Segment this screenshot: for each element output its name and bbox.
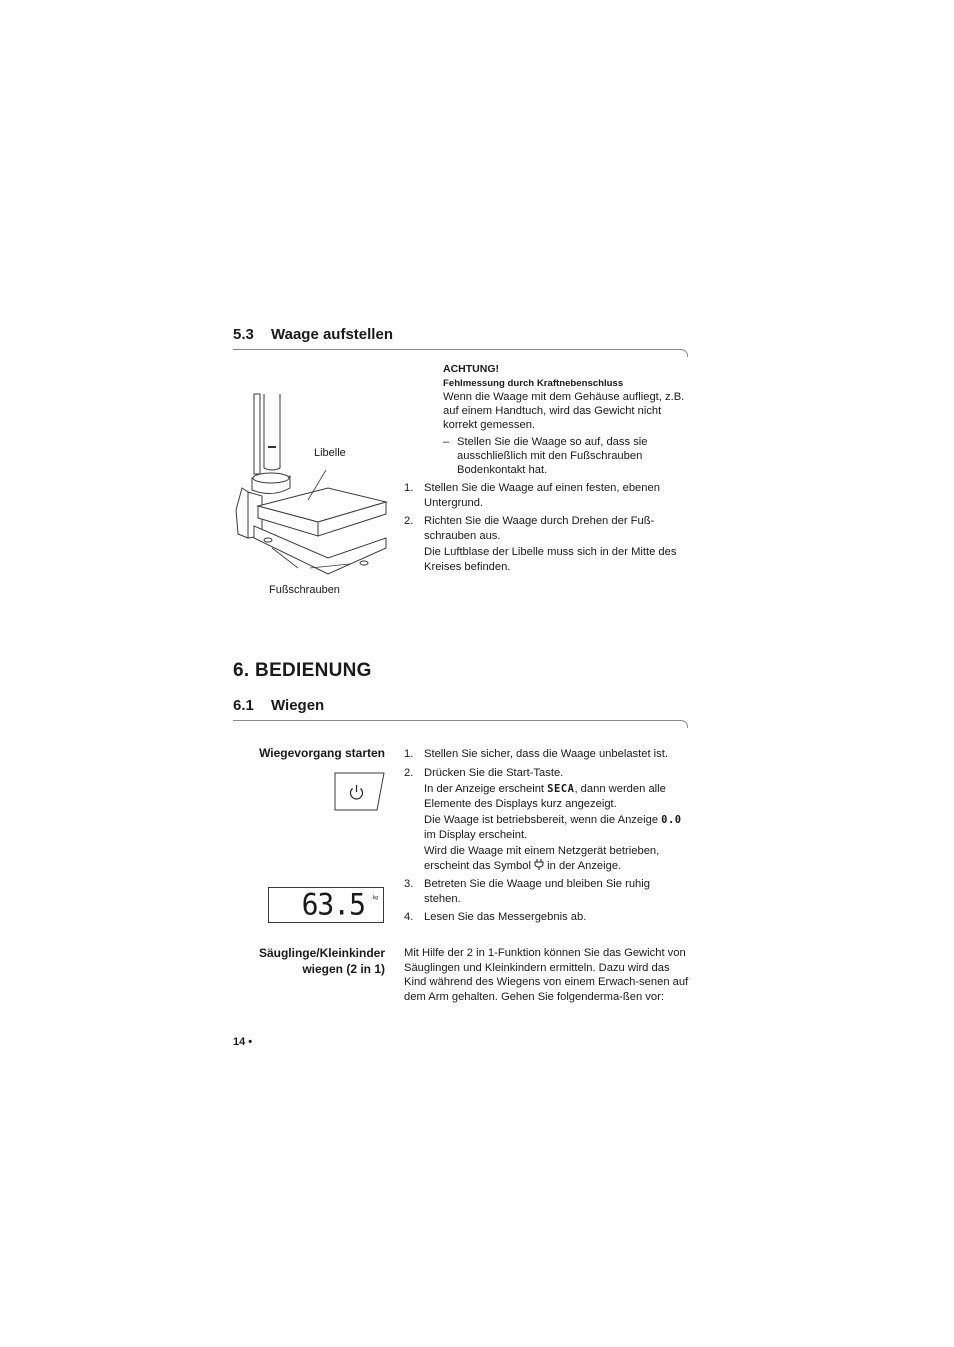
section-number: 6.1 <box>233 697 254 714</box>
list-item <box>404 766 689 874</box>
step-number: 2. <box>404 766 414 779</box>
section-rule <box>233 349 681 350</box>
section-heading-6-1 <box>233 697 324 714</box>
step-number: 1. <box>404 748 414 760</box>
margin-heading-line: Säuglinge/Kleinkinder <box>258 946 385 960</box>
warning-subheading: Fehlmessung durch Kraftnebenschluss <box>443 378 624 389</box>
step-text: Lesen Sie das Messergebnis ab. <box>424 911 587 923</box>
scale-illustration <box>228 388 394 588</box>
page-number: 14 • <box>233 1036 253 1048</box>
detail-text: Die Waage ist betriebsbereit, wenn die Anzeige <box>424 814 662 826</box>
step-detail <box>424 844 689 873</box>
detail-text: im Display erscheint. <box>424 828 528 841</box>
display-seca-glyph: SECA <box>547 783 575 795</box>
step-number: 3. <box>404 878 414 890</box>
weighing-steps <box>404 747 689 929</box>
margin-heading-wiegevorgang: Wiegevorgang starten <box>259 746 385 760</box>
start-key-illustration <box>333 772 387 812</box>
display-value: 63.5 <box>301 887 365 922</box>
section-title: Wiegen <box>271 697 325 714</box>
step-number: 1. <box>404 482 414 494</box>
step-extra: Die Luftblase der Libelle muss sich in der Mitte des Kreises befinden. <box>424 546 677 573</box>
detail-text: Wird die Waage mit einem Netzgerät betrieben, erscheint das Symbol <box>424 845 660 872</box>
step-detail <box>424 813 689 842</box>
warning-bullet <box>443 435 689 477</box>
display-unit: kg <box>372 895 378 901</box>
detail-text: in der Anzeige. <box>544 859 622 872</box>
plug-icon <box>534 859 544 870</box>
section-title: Waage aufstellen <box>271 326 393 343</box>
display-illustration <box>268 887 384 923</box>
section-heading-5-3 <box>233 326 393 343</box>
step-text: Betreten Sie die Waage und bleiben Sie ruhig stehen. <box>424 878 650 905</box>
warning-heading: ACHTUNG! <box>443 363 499 375</box>
step-number: 4. <box>404 911 414 923</box>
setup-steps <box>404 481 689 578</box>
detail-text: In der Anzeige erscheint <box>424 783 548 795</box>
display-zero-glyph: 0.0 <box>661 814 682 826</box>
section-rule <box>233 720 681 721</box>
margin-heading-saeuglinge <box>200 945 385 977</box>
figure-label-libelle: Libelle <box>314 447 346 459</box>
figure-label-fussschrauben: Fußschrauben <box>269 584 340 596</box>
section-number: 5.3 <box>233 326 254 343</box>
list-item <box>404 481 689 510</box>
warning-bullet-text: Stellen Sie die Waage so auf, dass sie ausschließlich mit den Fußschrauben Bodenkontakt hat. <box>457 436 648 476</box>
step-text: Drücken Sie die Start-Taste. <box>424 766 564 779</box>
margin-heading-line: wiegen (2 in 1) <box>302 962 385 976</box>
chapter-number: 6. <box>233 660 250 681</box>
detail-text: , dann werden alle Elemente des Displays kurz angezeigt. <box>424 783 666 810</box>
two-in-one-paragraph: Mit Hilfe der 2 in 1-Funktion können Sie das Gewicht von Säuglingen und Kleinkindern ermitteln. Dazu wird das Kind während des Wiegens von einem Erwach-senen auf dem Arm gehalten. Gehen Sie folgenderma-ßen vor: <box>404 947 689 1003</box>
warning-block <box>443 363 689 477</box>
dash-marker: – <box>443 436 450 448</box>
chapter-heading <box>233 660 372 682</box>
list-item <box>404 747 689 762</box>
list-item <box>404 514 689 574</box>
step-text: Richten Sie die Waage durch Drehen der Fuß-schrauben aus. <box>424 515 655 542</box>
step-detail <box>424 782 689 811</box>
step-text: Stellen Sie sicher, dass die Waage unbelastet ist. <box>424 748 668 760</box>
step-text: Stellen Sie die Waage auf einen festen, ebenen Untergrund. <box>424 482 660 509</box>
list-item <box>404 910 689 925</box>
list-item <box>404 877 689 906</box>
step-number: 2. <box>404 515 414 527</box>
section-rule-end <box>680 720 688 728</box>
section-rule-end <box>680 349 688 357</box>
chapter-title: BEDIENUNG <box>255 660 372 681</box>
warning-body: Wenn die Waage mit dem Gehäuse aufliegt, z.B. auf einem Handtuch, wird das Gewicht nicht korrekt gemessen. <box>443 391 685 431</box>
